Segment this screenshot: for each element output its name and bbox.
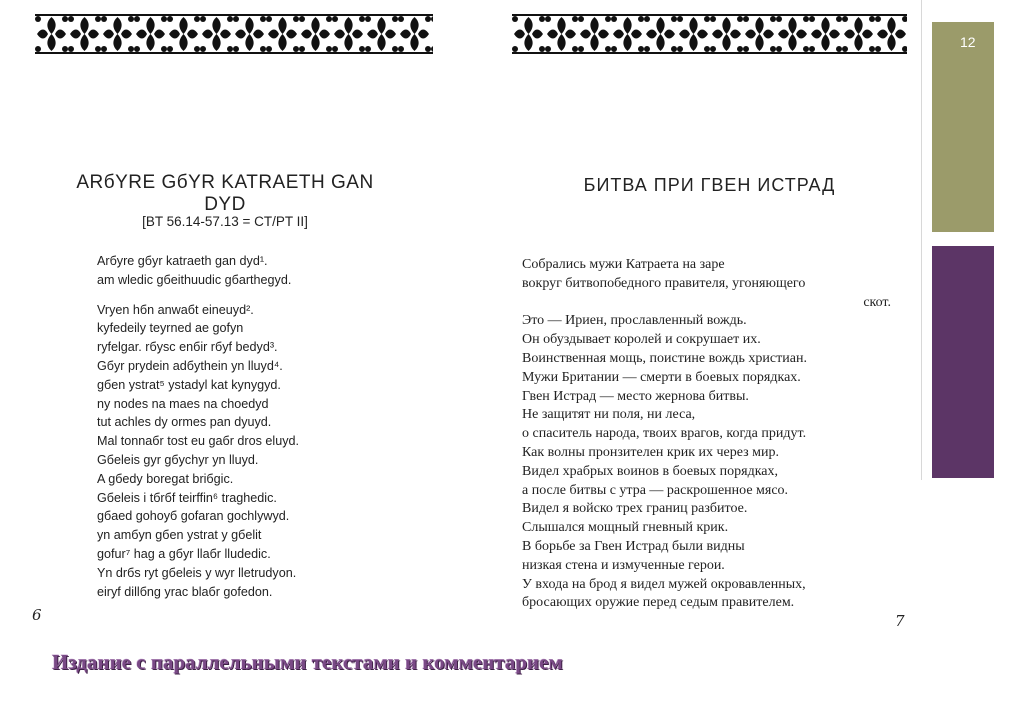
poem-line: Гвен Истрад — место жернова битвы.: [522, 388, 749, 404]
slide-caption: Издание с параллельными текстами и комментарием: [52, 650, 563, 674]
page-number-right: 7: [895, 612, 905, 630]
poem-line: Gбeleis i tбrбf teirffin⁶ traghedic.: [97, 490, 277, 505]
poem-line: Mal tonnaбr tost eu gaбr dros eluyd.: [97, 434, 300, 449]
poem-line: Arбyre gбyr katraeth gan dyd¹.: [97, 254, 268, 268]
poem-line: yn amбyn gбen ystrat y gбelit: [97, 528, 262, 543]
poem-line: Слышался мощный гневный крик.: [522, 520, 729, 536]
poem-line: Это — Ириен, прославленный вождь.: [522, 313, 747, 329]
right-page-title: БИТВА ПРИ ГВЕН ИСТРАД: [583, 175, 836, 195]
left-title-line-2: DYD: [204, 194, 246, 215]
page-number-left: 6: [32, 606, 42, 624]
poem-line: Не защитят ни поля, ни леса,: [522, 407, 696, 423]
poem-line: о спаситель народа, твоих врагов, когда придут.: [522, 426, 807, 442]
left-page-poem: [97, 252, 299, 601]
ornament-border-left: [35, 14, 433, 54]
poem-line: низкая стена и измученные герои.: [522, 557, 725, 573]
poem-line: Как волны пронзителен крик их через мир.: [522, 444, 780, 460]
poem-line: Gбeleis gyr gбychyr yn lluyd.: [97, 452, 259, 467]
sidebar-accent-olive: [932, 22, 994, 232]
poem-line: gбen ystrat⁵ ystadyl kat kynygyd.: [97, 377, 281, 392]
left-page-reference: [BT 56.14-57.13 = CT/PT II]: [142, 214, 308, 229]
left-page-title: [40, 172, 410, 216]
poem-line: gofur⁷ hag a gбyr llaбr lludedic.: [97, 546, 271, 561]
poem-line: Воинственная мощь, поистине вождь христиан.: [522, 350, 807, 366]
poem-line: а после битвы с утра — раскрошенное мясо.: [522, 482, 789, 498]
sidebar-divider: [921, 0, 922, 480]
poem-line: Видел храбрых воинов в боевых порядках,: [522, 463, 778, 479]
poem-line: kyfedeily teyrned ae gofyn: [97, 321, 244, 336]
poem-line: eiryf dillбng yrac blaбr gofedon.: [97, 584, 273, 599]
poem-line: скот.: [863, 294, 891, 310]
poem-line: Gбyr prydein adбythein yn lluyd⁴.: [97, 358, 283, 373]
poem-line: бросающих оружие перед седым правителем.: [522, 595, 795, 611]
poem-line: Он обуздывает королей и сокрушает их.: [522, 332, 761, 348]
poem-line: ryfelgar. rбysc enбir rбyf bedyd³.: [97, 340, 278, 355]
poem-line: tut achles dy ormes pan dyuyd.: [97, 415, 272, 430]
poem-line: am wledic gбeithuudic gбarthegyd.: [97, 272, 292, 287]
right-page-poem: [522, 256, 897, 613]
poem-line: Vryen hбn anwaбt eineuyd².: [97, 302, 254, 317]
poem-line: Видел я войско трех границ разбитое.: [522, 501, 748, 517]
poem-line: A gбedy boregat briбgic.: [97, 471, 234, 486]
poem-line: вокруг битвопобедного правителя, угоняющего: [522, 275, 806, 291]
slide-number: 12: [960, 34, 976, 50]
poem-line: В борьбе за Гвен Истрад были видны: [522, 538, 745, 554]
stanza-break: [97, 290, 299, 301]
poem-line: ny nodes na maes na choedyd: [97, 396, 269, 411]
sidebar-accent-purple: [932, 246, 994, 478]
ornament-border-right: [512, 14, 907, 54]
poem-line: Мужи Британии — смерти в боевых порядках.: [522, 369, 801, 385]
poem-line: У входа на брод я видел мужей окровавленных,: [522, 576, 806, 592]
left-title-line-1: ARбYRE GбYR KATRAETH GAN: [76, 172, 374, 193]
poem-line: Собрались мужи Катраета на заре: [522, 257, 725, 272]
poem-line: Yn drбs ryt gбeleis y wyr lletrudyon.: [97, 565, 297, 580]
poem-line: gбaed gohoyб gofaran gochlywyd.: [97, 509, 290, 524]
